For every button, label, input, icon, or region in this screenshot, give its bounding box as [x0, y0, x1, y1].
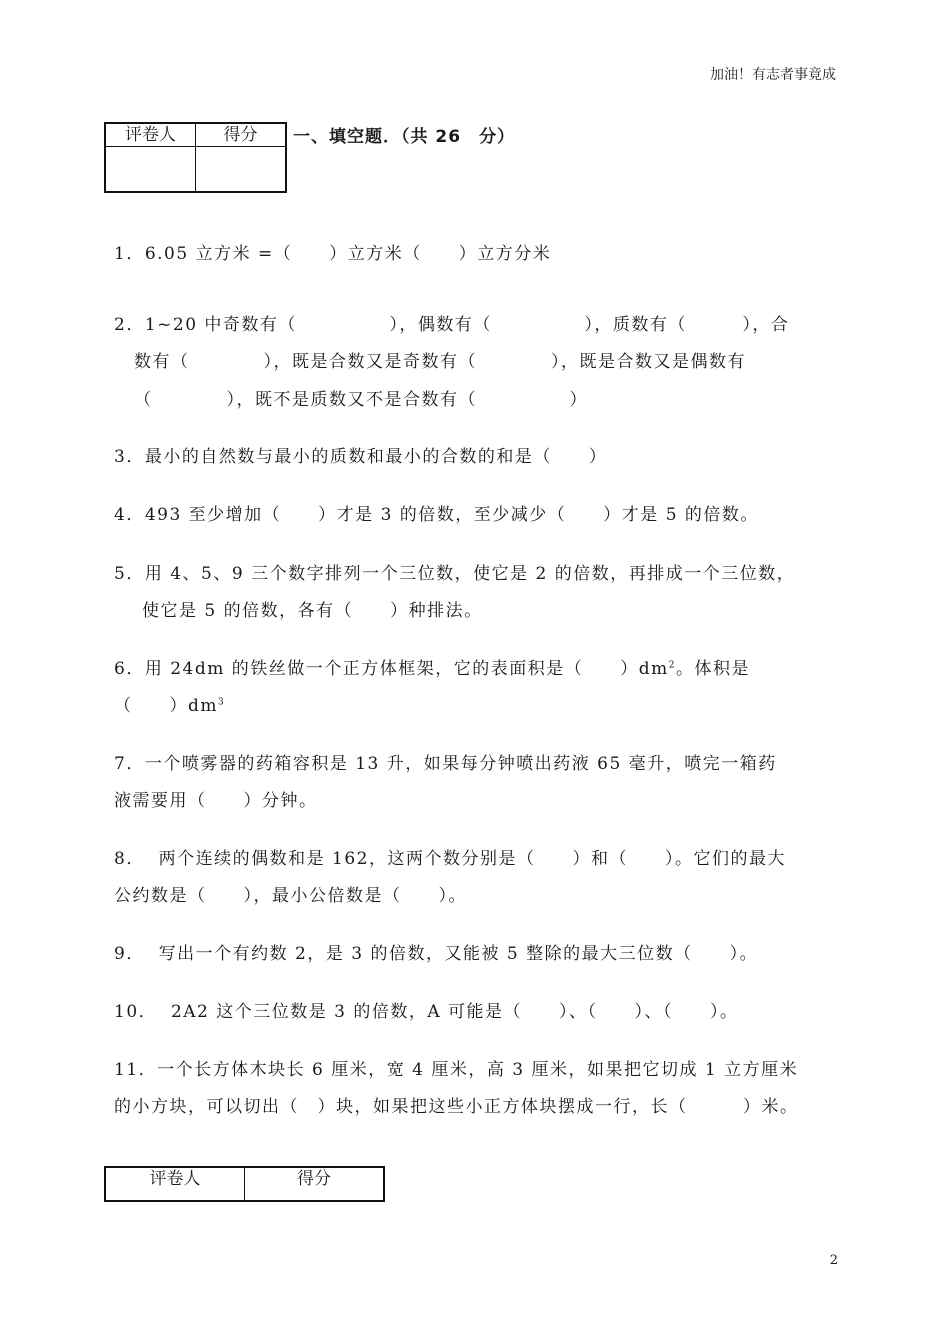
superscript-3: 3	[218, 697, 226, 708]
question-6-text-c: （ ）dm	[114, 696, 219, 716]
score-header-2: 得分	[245, 1167, 385, 1201]
question-2-line-3: （ ），既不是质数又不是合数有（ ）	[134, 390, 588, 410]
question-8-line-1: 8． 两个连续的偶数和是 162，这两个数分别是（ ）和（ ）。它们的最大	[114, 849, 786, 869]
question-2-line-1: 2．1~20 中奇数有（ ），偶数有（ ），质数有（ ），合	[114, 315, 790, 335]
question-6-line-2	[114, 695, 225, 717]
grader-header-2: 评卷人	[105, 1167, 245, 1201]
question-6-text-a: 6．用 24dm 的铁丝做一个正方体框架，它的表面积是（ ）dm	[114, 659, 669, 679]
question-5-line-1: 5．用 4、5、9 三个数字排列一个三位数，使它是 2 的倍数，再排成一个三位数，	[114, 564, 796, 584]
grader-header: 评卷人	[105, 123, 196, 147]
question-9: 9． 写出一个有约数 2，是 3 的倍数，又能被 5 整除的最大三位数（ ）。	[114, 944, 759, 964]
question-11-line-2: 的小方块，可以切出（ ）块，如果把这些小正方体块摆成一行，长（ ）米。	[114, 1097, 799, 1117]
score-header: 得分	[196, 123, 287, 147]
page-number: 2	[829, 1253, 838, 1268]
header-note: 加油！有志者事竟成	[710, 67, 836, 83]
grading-table-top	[104, 122, 287, 193]
question-11-line-1: 11．一个长方体木块长 6 厘米，宽 4 厘米，高 3 厘米，如果把它切成 1 立方厘米	[114, 1060, 799, 1080]
superscript-2: 2	[668, 660, 676, 671]
section-title: 一、填空题．（共 26 分）	[293, 127, 516, 147]
question-2-line-2: 数有（ ），既是合数又是奇数有（ ），既是合数又是偶数有	[134, 352, 746, 372]
question-5-line-2: 使它是 5 的倍数，各有（ ）种排法。	[142, 601, 483, 621]
grading-table-bottom	[104, 1166, 385, 1202]
question-4: 4．493 至少增加（ ）才是 3 的倍数，至少减少（ ）才是 5 的倍数。	[114, 505, 759, 525]
question-8-line-2: 公约数是（ ），最小公倍数是（ ）。	[114, 886, 467, 906]
question-7-line-1: 7．一个喷雾器的药箱容积是 13 升，如果每分钟喷出药液 65 毫升，喷完一箱药	[114, 754, 777, 774]
question-6-line-1	[114, 658, 750, 680]
score-cell	[196, 147, 287, 193]
grader-cell	[105, 147, 196, 193]
question-3: 3．最小的自然数与最小的质数和最小的合数的和是（ ）	[114, 447, 608, 467]
question-1: 1．6.05 立方米 =（ ）立方米（ ）立方分米	[114, 244, 552, 264]
question-10: 10． 2A2 这个三位数是 3 的倍数，A 可能是（ ）、（ ）、（ ）。	[114, 1002, 739, 1022]
question-7-line-2: 液需要用（ ）分钟。	[114, 791, 318, 811]
question-6-text-b: 。体积是	[676, 659, 750, 679]
